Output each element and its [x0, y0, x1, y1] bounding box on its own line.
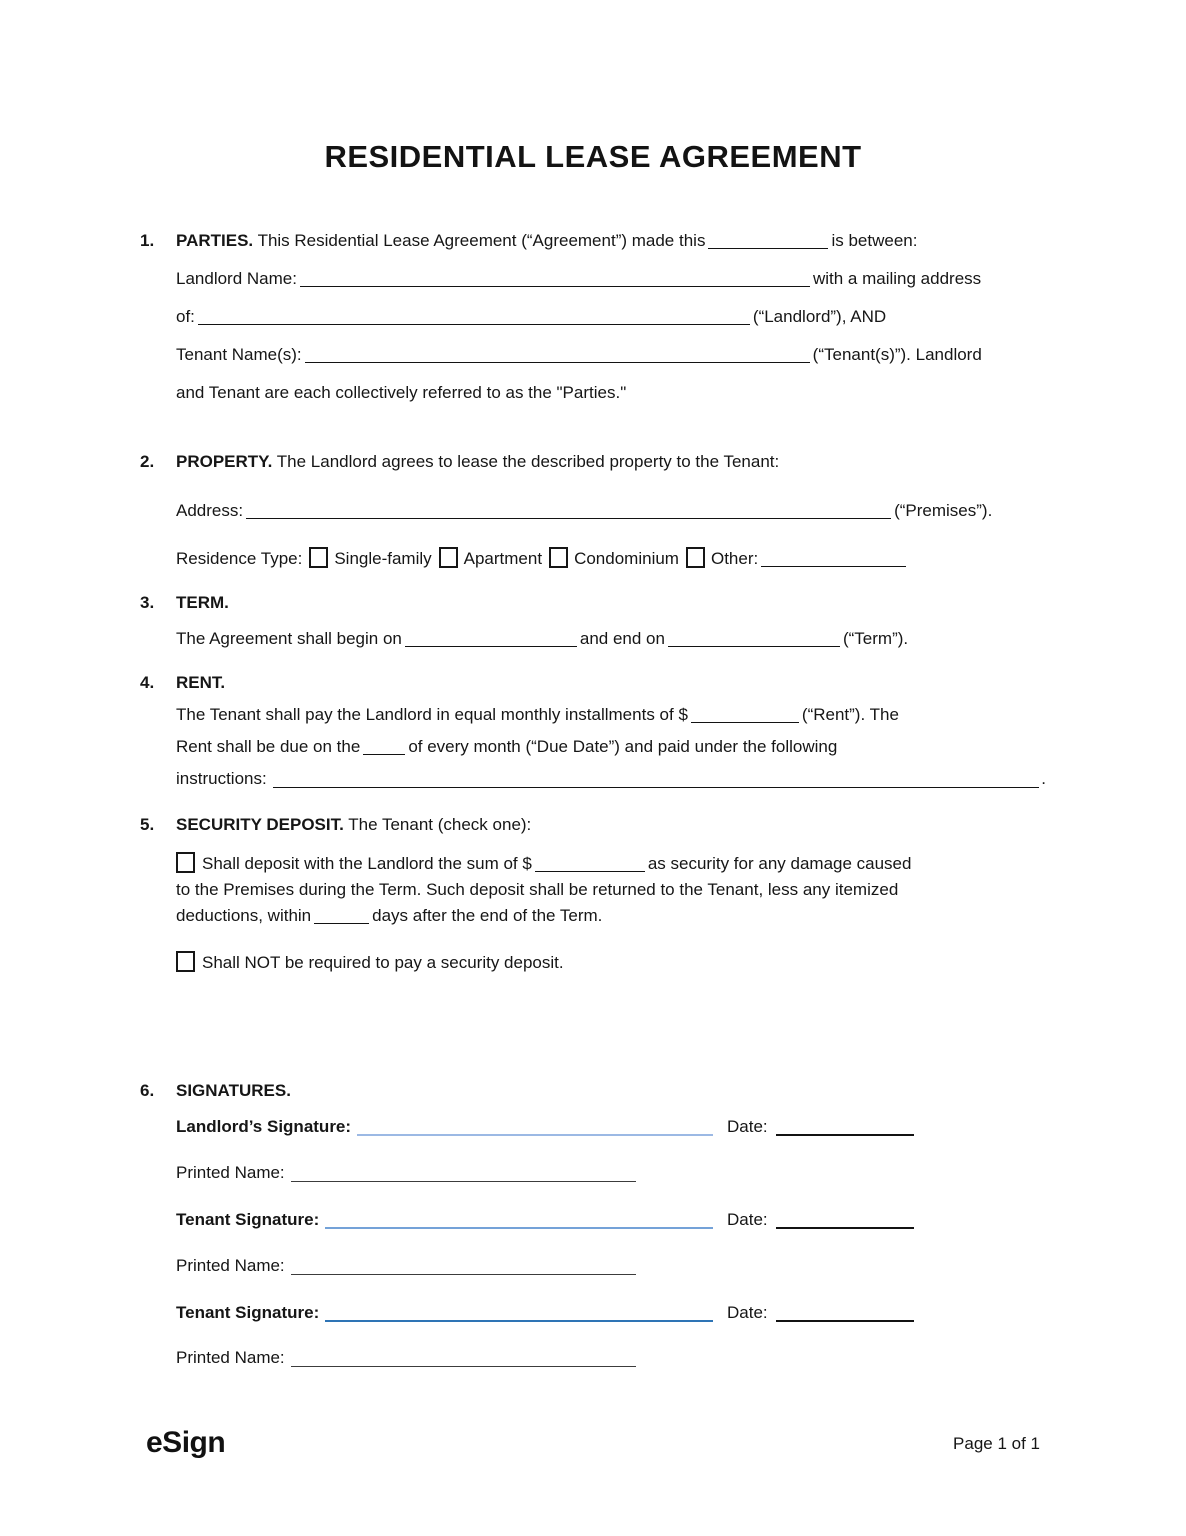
deposit-line-1-pre: Shall deposit with the Landlord the sum of $ [202, 854, 532, 873]
term-heading: TERM. [176, 593, 229, 612]
security-heading-line [176, 806, 1046, 844]
rent-line-1-tail: (“Rent”). The [801, 705, 899, 724]
parties-line-1-tail: is between: [831, 231, 918, 250]
rent-line-2 [176, 731, 1046, 763]
section-number: 3. [140, 593, 155, 612]
tenant1-signature-line[interactable] [325, 1226, 713, 1229]
option-condominium-label: Condominium [574, 549, 679, 568]
signatures-heading-line [176, 1072, 1046, 1110]
term-line-mid: and end on [579, 629, 665, 648]
landlord-name-blank[interactable] [300, 272, 810, 287]
tenant2-date-line[interactable] [776, 1319, 914, 1322]
landlord-signature-label: Landlord’s Signature: [176, 1117, 352, 1136]
option-other-label: Other: [710, 549, 759, 568]
parties-heading: PARTIES. [176, 231, 254, 250]
tenant-name-blank[interactable] [305, 348, 810, 363]
parties-line-4 [176, 336, 1046, 374]
tenant2-printed-name-row [176, 1348, 1046, 1368]
rent-line-2-pre: Rent shall be due on the [176, 737, 361, 756]
property-heading-line [176, 443, 1046, 481]
other-residence-blank[interactable] [761, 552, 906, 567]
deposit-line-1-tail: as security for any damage caused [647, 854, 912, 873]
section-security-deposit [140, 806, 1046, 976]
section-number: 2. [140, 452, 155, 471]
rent-line-3-period: . [1041, 769, 1046, 788]
parties-line-5: and Tenant are each collectively referred to as the "Parties." [176, 383, 627, 402]
checkbox-deposit-required[interactable] [176, 852, 195, 873]
rent-heading-line [176, 667, 1046, 699]
parties-line-1-text: This Residential Lease Agreement (“Agreement”) made this [257, 231, 706, 250]
section-number: 1. [140, 231, 155, 250]
address-label: Address: [176, 501, 244, 520]
page-number: Page 1 of 1 [953, 1434, 1040, 1453]
rent-line-2-tail: of every month (“Due Date”) and paid under the following [408, 737, 838, 756]
tenant-name-label: Tenant Name(s): [176, 345, 302, 364]
option-single-family-label: Single-family [334, 549, 432, 568]
landlord-printed-name-line[interactable] [291, 1180, 636, 1182]
landlord-name-label: Landlord Name: [176, 269, 297, 288]
parties-line-2 [176, 260, 1046, 298]
deposit-option-1-line-1 [176, 851, 1046, 877]
tenant2-signature-label: Tenant Signature: [176, 1303, 320, 1322]
term-line-pre: The Agreement shall begin on [176, 629, 402, 648]
landlord-printed-name-row [176, 1163, 1046, 1183]
landlord-signature-line[interactable] [357, 1133, 713, 1136]
landlord-printed-name-label: Printed Name: [176, 1163, 285, 1182]
parties-line-1 [176, 222, 1046, 260]
section-rent [140, 667, 1046, 795]
no-deposit-label: Shall NOT be required to pay a security deposit. [202, 953, 564, 972]
section-parties [140, 222, 1046, 412]
residence-type-line [176, 540, 1046, 578]
rent-line-3 [176, 763, 1046, 795]
parties-line-4-tail: (“Tenant(s)”). Landlord [812, 345, 982, 364]
premises-address-blank[interactable] [246, 504, 891, 519]
deposit-amount-blank[interactable] [535, 857, 645, 872]
tenant2-signature-row [176, 1303, 1046, 1323]
signatures-heading: SIGNATURES. [176, 1081, 291, 1100]
parties-line-3-tail: (“Landlord”), AND [752, 307, 887, 326]
section-number: 4. [140, 673, 155, 692]
term-end-date-blank[interactable] [668, 632, 840, 647]
tenant2-printed-name-line[interactable] [291, 1365, 636, 1367]
landlord-address-label: of: [176, 307, 195, 326]
property-address-tail: (“Premises”). [894, 501, 993, 520]
landlord-signature-row [176, 1117, 1046, 1137]
tenant1-signature-row [176, 1210, 1046, 1230]
deposit-option-2 [176, 950, 1046, 976]
document-title: RESIDENTIAL LEASE AGREEMENT [324, 139, 862, 174]
due-day-blank[interactable] [363, 740, 405, 755]
tenant1-printed-name-row [176, 1256, 1046, 1276]
tenant2-signature-line[interactable] [325, 1319, 713, 1322]
section-number: 5. [140, 815, 155, 834]
security-heading: SECURITY DEPOSIT. [176, 815, 344, 834]
rent-heading: RENT. [176, 673, 226, 692]
checkbox-no-deposit[interactable] [176, 951, 195, 972]
deposit-option-1-line-3 [176, 903, 1046, 929]
section-term [140, 584, 1046, 658]
term-start-date-blank[interactable] [405, 632, 577, 647]
tenant1-date-line[interactable] [776, 1226, 914, 1229]
checkbox-other[interactable] [686, 547, 705, 568]
term-line [176, 620, 1046, 658]
rent-line-1-pre: The Tenant shall pay the Landlord in equal monthly installments of $ [176, 705, 688, 724]
parties-line-3 [176, 298, 1046, 336]
esign-logo: eSign [146, 1426, 226, 1459]
term-heading-line [176, 584, 1046, 622]
property-address-line [176, 492, 1046, 530]
tenant2-date-label: Date: [727, 1303, 768, 1322]
option-apartment-label: Apartment [463, 549, 543, 568]
term-line-tail: (“Term”). [842, 629, 909, 648]
landlord-address-blank[interactable] [198, 310, 750, 325]
rent-amount-blank[interactable] [691, 708, 799, 723]
landlord-date-label: Date: [727, 1117, 768, 1136]
security-heading-text: The Tenant (check one): [348, 815, 532, 834]
payment-instructions-blank[interactable] [273, 786, 1040, 788]
checkbox-apartment[interactable] [439, 547, 458, 568]
checkbox-single-family[interactable] [309, 547, 328, 568]
section-number: 6. [140, 1081, 155, 1100]
page-footer [146, 1426, 1040, 1460]
parties-line-2-tail: with a mailing address [812, 269, 982, 288]
agreement-date-blank[interactable] [708, 234, 828, 249]
tenant2-printed-name-label: Printed Name: [176, 1348, 285, 1367]
tenant1-printed-name-label: Printed Name: [176, 1256, 285, 1275]
landlord-date-line[interactable] [776, 1133, 914, 1136]
section-property [140, 443, 1046, 578]
rent-line-1 [176, 699, 1046, 731]
deposit-days-blank[interactable] [314, 909, 369, 924]
deposit-option-1-line-2: to the Premises during the Term. Such deposit shall be returned to the Tenant, less any itemized [176, 880, 899, 899]
deposit-line-3-pre: deductions, within [176, 906, 312, 925]
instructions-label: instructions: [176, 769, 267, 788]
deposit-line-3-tail: days after the end of the Term. [372, 906, 603, 925]
residence-type-label: Residence Type: [176, 549, 303, 568]
tenant1-signature-label: Tenant Signature: [176, 1210, 320, 1229]
tenant1-date-label: Date: [727, 1210, 768, 1229]
checkbox-condominium[interactable] [549, 547, 568, 568]
property-heading-text: The Landlord agrees to lease the described property to the Tenant: [276, 452, 780, 471]
property-heading: PROPERTY. [176, 452, 273, 471]
deposit-option-1 [176, 851, 1046, 929]
tenant1-printed-name-line[interactable] [291, 1273, 636, 1275]
section-signatures [140, 1072, 1046, 1368]
